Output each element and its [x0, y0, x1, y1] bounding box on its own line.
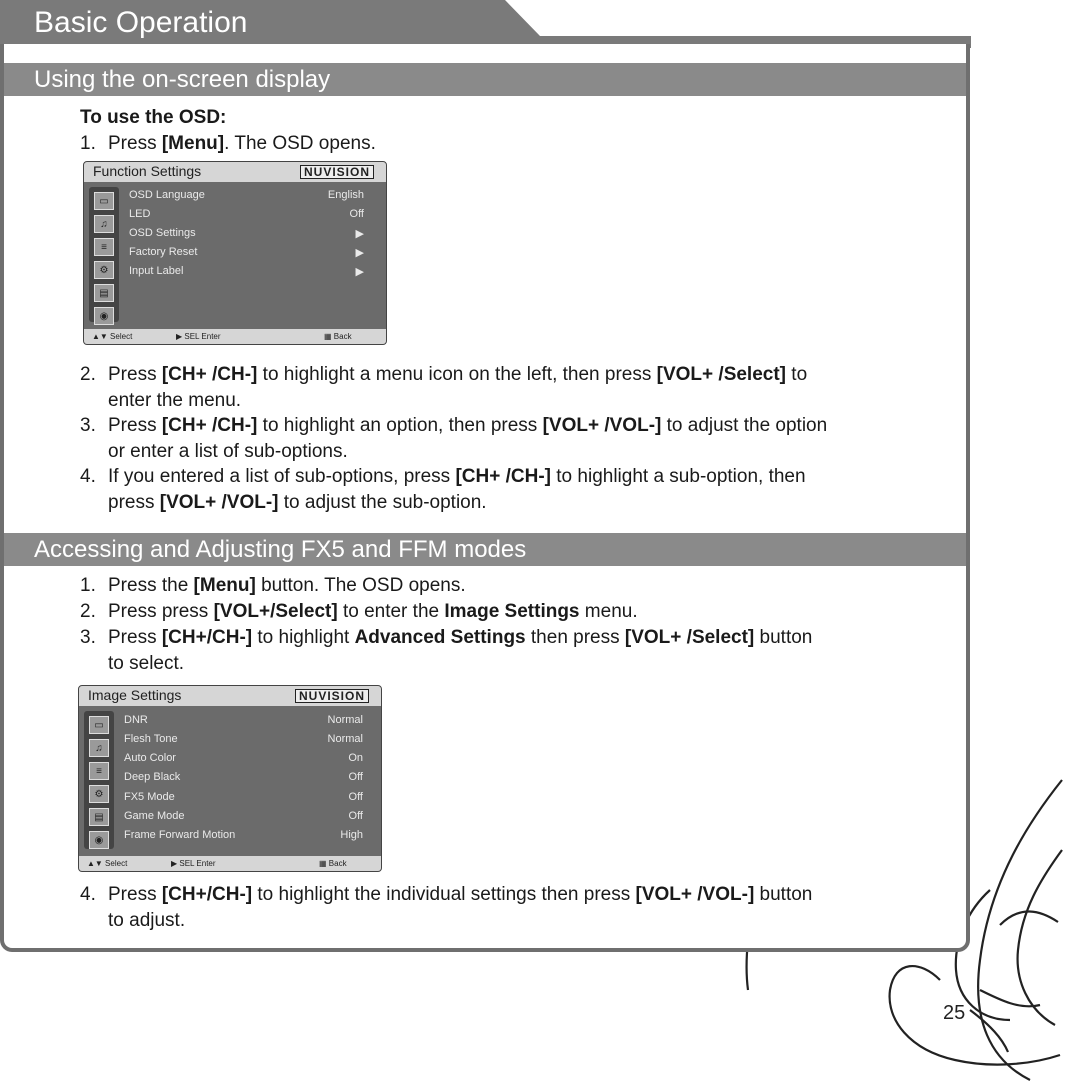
osd-row-value: ▶	[355, 247, 364, 259]
key-label: [VOL+ /VOL-]	[159, 492, 279, 513]
step-text: to highlight	[252, 627, 355, 648]
section-heading-osd: Using the on-screen display	[4, 63, 966, 96]
key-label: [CH+ /CH-]	[455, 466, 551, 487]
osd-title: Function Settings	[93, 163, 202, 179]
osd-row-label: Game Mode	[124, 810, 185, 822]
osd-icon-sidebar	[84, 711, 114, 849]
page-number: 25	[943, 1002, 966, 1024]
osd-footer-back: ▦ Back	[319, 859, 347, 868]
step-text: If you entered a list of sub-options, press	[108, 466, 456, 487]
channel-icon: ≡	[89, 762, 109, 780]
osd-row	[124, 731, 363, 749]
lock-icon: ◉	[94, 307, 114, 325]
step-text: Press the	[108, 575, 194, 596]
osd-footer-select: ▲▼ Select	[92, 332, 133, 341]
osd-row	[129, 225, 364, 243]
settings-icon: ⚙	[89, 785, 109, 803]
step-text: button	[754, 884, 813, 905]
key-label: [CH+/CH-]	[161, 884, 253, 905]
step-number: 1.	[80, 575, 96, 596]
nuvision-logo: NUVISION	[300, 165, 374, 179]
osd-row	[129, 244, 364, 262]
key-label: [VOL+ /Select]	[656, 364, 787, 385]
osd-row-value: Off	[348, 791, 363, 803]
osd-footer-select: ▲▼ Select	[87, 859, 128, 868]
fx5-step-1	[80, 573, 466, 598]
fx5-step-4-line2: to adjust.	[108, 910, 186, 931]
osd-step-2-line2: enter the menu.	[108, 390, 242, 411]
step-text: to adjust the sub-option.	[278, 492, 487, 513]
step-text: Press	[108, 133, 162, 154]
fx5-step-3	[80, 625, 812, 650]
osd-step-3	[80, 413, 827, 438]
step-text: to highlight an option, then press	[257, 415, 543, 436]
osd-row	[129, 206, 364, 224]
menu-name: Advanced Settings	[354, 627, 526, 648]
osd-row-value: ▶	[355, 228, 364, 240]
function-icon: ▤	[89, 808, 109, 826]
osd-row	[124, 769, 363, 787]
step-text: then press	[525, 627, 625, 648]
step-text: to highlight a sub-option, then	[551, 466, 806, 487]
osd-row-value: On	[348, 752, 363, 764]
key-label: [VOL+ /VOL-]	[542, 415, 662, 436]
osd-row	[124, 808, 363, 826]
osd-footer	[84, 329, 386, 344]
osd-step-1	[80, 131, 376, 156]
fx5-step-3-line2: to select.	[108, 653, 185, 674]
osd-icon-sidebar	[89, 187, 119, 322]
osd-row	[124, 789, 363, 807]
osd-row-label: FX5 Mode	[124, 791, 175, 803]
step-number: 1.	[80, 133, 96, 154]
step-text: to highlight the individual settings then press	[252, 884, 636, 905]
step-text: to	[786, 364, 808, 385]
osd-row-value: Off	[348, 810, 363, 822]
osd-step-4-line2	[108, 490, 487, 515]
step-text: . The OSD opens.	[224, 133, 376, 154]
step-text: to adjust the option	[661, 415, 828, 436]
audio-icon: ♫	[94, 215, 114, 233]
osd-title-bar	[79, 686, 381, 706]
osd-row-value: Normal	[327, 714, 363, 726]
picture-icon: ▭	[89, 716, 109, 734]
step-text: Press	[108, 364, 162, 385]
step-number: 3.	[80, 415, 96, 436]
osd-row-value: English	[327, 189, 364, 201]
osd-row-value: Off	[349, 208, 364, 220]
function-icon: ▤	[94, 284, 114, 302]
key-label: [Menu]	[193, 575, 256, 596]
osd-row-label: DNR	[124, 714, 148, 726]
fx5-step-4	[80, 882, 812, 907]
step-text: Press	[108, 884, 162, 905]
osd-step-2	[80, 362, 807, 387]
step-number: 4.	[80, 466, 96, 487]
osd-row-label: Input Label	[129, 265, 184, 277]
audio-icon: ♫	[89, 739, 109, 757]
key-label: [VOL+ /VOL-]	[635, 884, 755, 905]
key-label: [VOL+ /Select]	[624, 627, 755, 648]
osd-row	[129, 263, 364, 281]
osd-row-label: Deep Black	[124, 771, 181, 783]
osd-image-settings	[78, 685, 382, 872]
step-number: 2.	[80, 364, 96, 385]
osd-row-label: Auto Color	[124, 752, 176, 764]
key-label: [Menu]	[161, 133, 225, 154]
step-text: Press	[108, 415, 162, 436]
key-label: [CH+/CH-]	[161, 627, 253, 648]
osd-row-label: Flesh Tone	[124, 733, 178, 745]
lock-icon: ◉	[89, 831, 109, 849]
nuvision-logo: NUVISION	[295, 689, 369, 703]
osd-step-4	[80, 464, 806, 489]
step-text: menu.	[579, 601, 638, 622]
key-label: [VOL+/Select]	[213, 601, 338, 622]
key-label: [CH+ /CH-]	[161, 415, 258, 436]
picture-icon: ▭	[94, 192, 114, 210]
menu-name: Image Settings	[444, 601, 580, 622]
step-text: Press press	[108, 601, 214, 622]
osd-row-value: ▶	[355, 266, 364, 278]
step-number: 3.	[80, 627, 96, 648]
osd-footer-back: ▦ Back	[324, 332, 352, 341]
osd-footer-enter: ▶ SEL Enter	[171, 859, 216, 868]
settings-icon: ⚙	[94, 261, 114, 279]
step-text: press	[108, 492, 160, 513]
step-text: button. The OSD opens.	[255, 575, 466, 596]
osd-title: Image Settings	[88, 687, 182, 703]
osd-row-value: Normal	[327, 733, 363, 745]
osd-row	[124, 750, 363, 768]
step-text: button	[754, 627, 813, 648]
section-heading-fx5-ffm: Accessing and Adjusting FX5 and FFM modes	[4, 533, 966, 566]
osd-row-label: LED	[129, 208, 151, 220]
osd-footer	[79, 856, 381, 871]
osd-row	[124, 712, 363, 730]
osd-row-label: Frame Forward Motion	[124, 829, 236, 841]
osd-row	[129, 187, 364, 205]
osd-row-label: Factory Reset	[129, 246, 198, 258]
step-text: to highlight a menu icon on the left, then press	[257, 364, 657, 385]
osd-function-settings	[83, 161, 387, 345]
step-text: to enter the	[337, 601, 445, 622]
osd-row	[124, 827, 363, 845]
osd-row-value: Off	[348, 771, 363, 783]
step-number: 2.	[80, 601, 96, 622]
key-label: [CH+ /CH-]	[161, 364, 258, 385]
osd-row-value: High	[340, 829, 363, 841]
osd-title-bar	[84, 162, 386, 182]
fx5-step-2	[80, 599, 638, 624]
step-text: Press	[108, 627, 162, 648]
page-title: Basic Operation	[34, 6, 248, 39]
channel-icon: ≡	[94, 238, 114, 256]
osd-step-3-line2: or enter a list of sub-options.	[108, 441, 348, 462]
osd-subtitle: To use the OSD:	[80, 107, 227, 128]
step-number: 4.	[80, 884, 96, 905]
osd-row-label: OSD Settings	[129, 227, 196, 239]
osd-footer-enter: ▶ SEL Enter	[176, 332, 221, 341]
osd-row-label: OSD Language	[129, 189, 205, 201]
